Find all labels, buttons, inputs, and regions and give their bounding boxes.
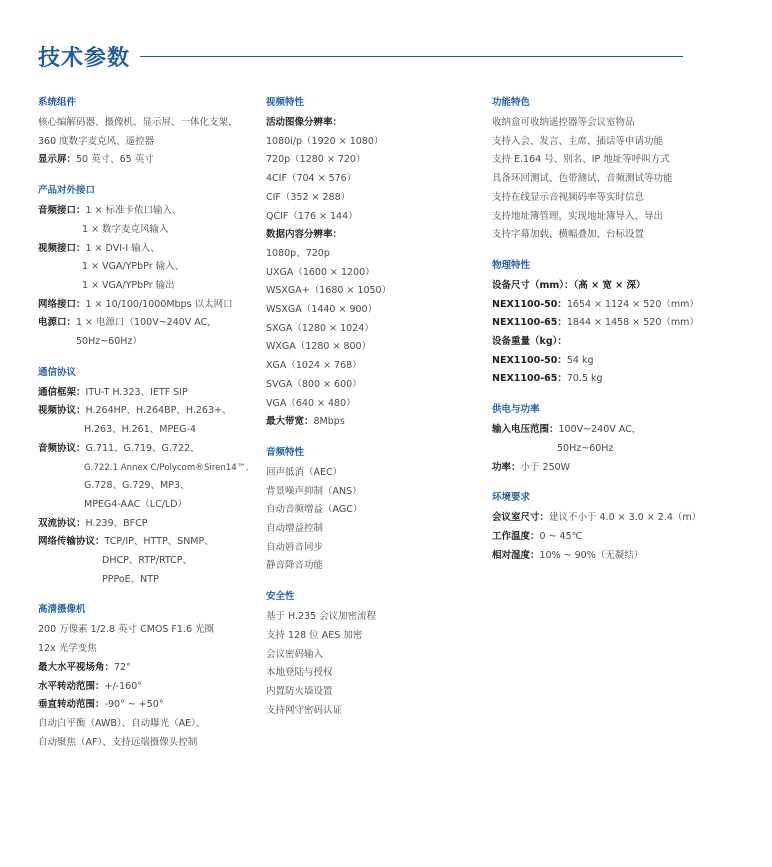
- spec-row: [492, 459, 722, 478]
- section-title: 环境要求: [492, 492, 531, 504]
- spec-row: [38, 440, 248, 459]
- resolution-item: SXGA（1280 × 1024）: [266, 322, 374, 334]
- spec-label: 网络接口：: [38, 298, 86, 310]
- section-audio-features: [266, 445, 476, 576]
- resolution-item: SVGA（800 × 600）: [266, 378, 362, 390]
- spec-value: 建议不小于 4.0 × 3.0 × 2.4（m）: [549, 512, 702, 524]
- resolution-item: 1080p、720p: [266, 247, 330, 259]
- spec-label: 活动图像分辨率：: [266, 117, 343, 128]
- spec-row: [492, 421, 722, 440]
- feature-item: 支持入会、发言、主席、插话等申请功能: [492, 135, 664, 147]
- spec-row: [38, 678, 248, 697]
- spec-label: 相对湿度：: [492, 549, 540, 561]
- spec-row: [492, 314, 722, 333]
- section-protocols: [38, 365, 254, 590]
- resolution-item: XGA（1024 × 768）: [266, 360, 362, 372]
- spec-value: TCP/IP、HTTP、SNMP、: [104, 536, 214, 548]
- column-1: [38, 95, 254, 765]
- spec-row: [492, 296, 722, 315]
- text-line: 12x 光学变焦: [38, 643, 97, 655]
- spec-label: 视频接口：: [38, 242, 86, 254]
- spec-value: 50 英寸、65 英寸: [76, 154, 154, 166]
- section-environment: [492, 490, 722, 565]
- section-title: 系统组件: [38, 97, 77, 108]
- spec-label: 音频接口：: [38, 205, 86, 217]
- spec-label: 通信框架：: [38, 386, 86, 398]
- spec-row: [38, 533, 248, 552]
- spec-label: NEX1100-50：: [492, 354, 567, 366]
- spec-label: 功率：: [492, 461, 521, 473]
- spec-row: [492, 547, 722, 566]
- spec-row: [492, 509, 722, 528]
- section-video-features: [266, 95, 476, 432]
- spec-value: -90° ~ +50°: [104, 699, 164, 711]
- feature-item: 静音降音功能: [266, 560, 324, 572]
- spec-label: 会议室尺寸：: [492, 512, 550, 524]
- feature-item: 支持在线显示音视频码率等实时信息: [492, 191, 645, 203]
- feature-item: 自动音频增益（AGC）: [266, 504, 363, 516]
- feature-item: 背景噪声抑制（ANS）: [266, 485, 362, 497]
- spec-label: 显示屏：: [38, 154, 77, 166]
- feature-item: 支持网守密码认证: [266, 704, 343, 716]
- section-title: 物理特性: [492, 259, 531, 271]
- feature-item: 支持地址簿管理，实现地址簿导入、导出: [492, 210, 664, 222]
- spec-label: 垂直转动范围：: [38, 699, 105, 711]
- section-security: [266, 589, 476, 720]
- feature-item: 具备环回测试、色带测试、音频测试等功能: [492, 173, 673, 185]
- spec-label: NEX1100-65：: [492, 373, 567, 385]
- resolution-item: 720p（1280 × 720）: [266, 154, 366, 166]
- spec-label: 工作温度：: [492, 530, 540, 542]
- spec-label: 最大水平视场角：: [38, 661, 115, 673]
- resolution-item: WSXGA+（1680 × 1050）: [266, 285, 392, 297]
- title-divider: [140, 56, 683, 57]
- spec-value-cont: 1 × VGA/YPbPr 输出: [82, 279, 175, 291]
- section-title: 视频特性: [266, 97, 305, 108]
- section-title: 音频特性: [266, 446, 305, 458]
- spec-label: NEX1100-65：: [492, 317, 567, 329]
- spec-label: 水平转动范围：: [38, 680, 105, 692]
- spec-value: +/-160°: [104, 680, 142, 692]
- spec-label: 电源口：: [38, 317, 77, 329]
- spec-row: [38, 202, 248, 221]
- spec-value: 54 kg: [566, 354, 594, 366]
- section-title: 产品对外接口: [38, 185, 96, 197]
- spec-value-cont: DHCP、RTP/RTCP、: [102, 555, 192, 567]
- spec-value: G.711、G.719、G.722、: [85, 442, 200, 454]
- spec-value-cont: H.263、H.261、MPEG-4: [84, 424, 197, 436]
- spec-value: 100V~240V AC，: [558, 424, 642, 436]
- spec-label: 输入电压范围：: [492, 424, 559, 436]
- section-title: 通信协议: [38, 366, 77, 378]
- spec-value-cont: PPPoE、NTP: [102, 573, 159, 585]
- feature-item: 会议密码输入: [266, 648, 324, 660]
- spec-row: [38, 151, 248, 170]
- spec-label: 设备重量（kg）：: [492, 336, 567, 348]
- spec-value: 10% ~ 90%（无凝结）: [539, 549, 644, 561]
- section-title: 供电与功率: [492, 404, 540, 416]
- spec-row: [492, 352, 722, 371]
- resolution-item: CIF（352 × 288）: [266, 191, 351, 203]
- spec-value: 1 × 10/100/1000Mbps 以太网口: [85, 298, 233, 310]
- spec-value-cont: G.728、G.729、MP3、: [84, 480, 190, 492]
- spec-value: 1 × DVI-I 输入、: [85, 242, 160, 254]
- spec-label: 网络传输协议：: [38, 536, 105, 548]
- feature-item: 基于 H.235 会议加密流程: [266, 611, 377, 623]
- section-features: [492, 95, 722, 245]
- text-line: 200 万像素 1/2.8 英寸 CMOS F1.6 光圈: [38, 624, 215, 636]
- spec-row: [38, 515, 248, 534]
- spec-value: 70.5 kg: [566, 373, 603, 385]
- spec-value-cont: 50Hz~60Hz: [557, 442, 614, 454]
- spec-value: ITU-T H.323、IETF SIP: [85, 386, 188, 398]
- spec-row: [38, 240, 248, 259]
- section-power: [492, 402, 722, 477]
- resolution-item: WSXGA（1440 × 900）: [266, 304, 378, 316]
- feature-item: 支持 128 位 AES 加密: [266, 629, 363, 641]
- feature-item: 自动增益控制: [266, 523, 324, 535]
- section-physical: [492, 258, 722, 389]
- spec-row: [38, 314, 248, 333]
- spec-label: 数据内容分辨率：: [266, 229, 343, 241]
- spec-row: [38, 296, 248, 315]
- resolution-item: QCIF（176 × 144）: [266, 210, 358, 222]
- page-title: 技术参数: [38, 46, 131, 71]
- text-line: 自动白平衡（AWB）、自动曝光（AE）、: [38, 717, 206, 729]
- section-title: 高清摄像机: [38, 604, 86, 616]
- section-camera: [38, 602, 248, 752]
- spec-row: [38, 402, 248, 421]
- spec-value: 小于 250W: [520, 461, 571, 473]
- feature-item: 支持字幕加载、横幅叠加、台标设置: [492, 229, 645, 241]
- spec-label: 视频协议：: [38, 405, 86, 417]
- section-title: 安全性: [266, 591, 295, 603]
- spec-label: 音频协议：: [38, 442, 86, 454]
- spec-value: H.264HP、H.264BP、H.263+、: [85, 405, 232, 417]
- spec-row: [492, 370, 722, 389]
- spec-value: H.239、BFCP: [85, 517, 148, 529]
- column-3: [492, 95, 722, 578]
- spec-value: 1 × 电源口（100V~240V AC，: [76, 317, 217, 329]
- feature-item: 自动唇音同步: [266, 541, 324, 553]
- spec-value: 1844 × 1458 × 520（mm）: [566, 317, 699, 329]
- resolution-item: 4CIF（704 × 576）: [266, 173, 357, 185]
- column-2: [266, 95, 476, 733]
- spec-row: [38, 384, 248, 403]
- resolution-item: WXGA（1280 × 800）: [266, 341, 372, 353]
- spec-label: 设备尺寸（mm）：（高 × 宽 × 深）: [492, 279, 646, 291]
- spec-value: 0 ~ 45℃: [539, 530, 583, 542]
- resolution-item: UXGA（1600 × 1200）: [266, 266, 375, 278]
- resolution-item: VGA（640 × 480）: [266, 397, 356, 409]
- spec-value-cont: G.722.1 Annex C/Polycom®Siren14™、: [84, 462, 254, 473]
- resolution-item: 1080i/p（1920 × 1080）: [266, 135, 384, 147]
- feature-item: 回声抵消（AEC）: [266, 466, 343, 478]
- spec-value-cont: 50Hz~60Hz）: [76, 336, 142, 348]
- spec-value: 8Mbps: [313, 416, 345, 428]
- text-line: 自动聚焦（AF）、支持远端摄像头控制: [38, 736, 198, 748]
- spec-row: [38, 659, 248, 678]
- spec-row: [38, 696, 248, 715]
- spec-value: 1654 × 1124 × 520（mm）: [566, 298, 699, 310]
- feature-item: 本地登陆与授权: [266, 667, 333, 679]
- section-title: 功能特色: [492, 97, 531, 108]
- spec-label: 最大带宽：: [266, 416, 314, 428]
- spec-label: NEX1100-50：: [492, 298, 567, 310]
- feature-item: 内置防火墙设置: [266, 685, 333, 697]
- spec-value-cont: 1 × 数字麦克风输入: [82, 223, 169, 235]
- section-system-components: [38, 95, 248, 170]
- spec-value: 1 × 标准卡侬口输入、: [85, 205, 182, 217]
- spec-row: [266, 413, 476, 432]
- text-line: 核心编解码器、摄像机、显示屏、一体化支架、: [38, 117, 238, 128]
- spec-value: 72°: [114, 661, 131, 673]
- feature-item: 支持 E.164 号、别名、IP 地址等呼叫方式: [492, 154, 670, 166]
- spec-value-cont: MPEG4-AAC（LC/LD）: [84, 498, 188, 510]
- spec-label: 双流协议：: [38, 517, 86, 529]
- spec-row: [492, 528, 722, 547]
- section-interfaces: [38, 183, 248, 352]
- feature-item: 收纳盒可收纳遥控器等会议室物品: [492, 117, 635, 128]
- spec-value-cont: 1 × VGA/YPbPr 输入、: [82, 261, 185, 273]
- text-line: 360 度数字麦克风、遥控器: [38, 135, 155, 147]
